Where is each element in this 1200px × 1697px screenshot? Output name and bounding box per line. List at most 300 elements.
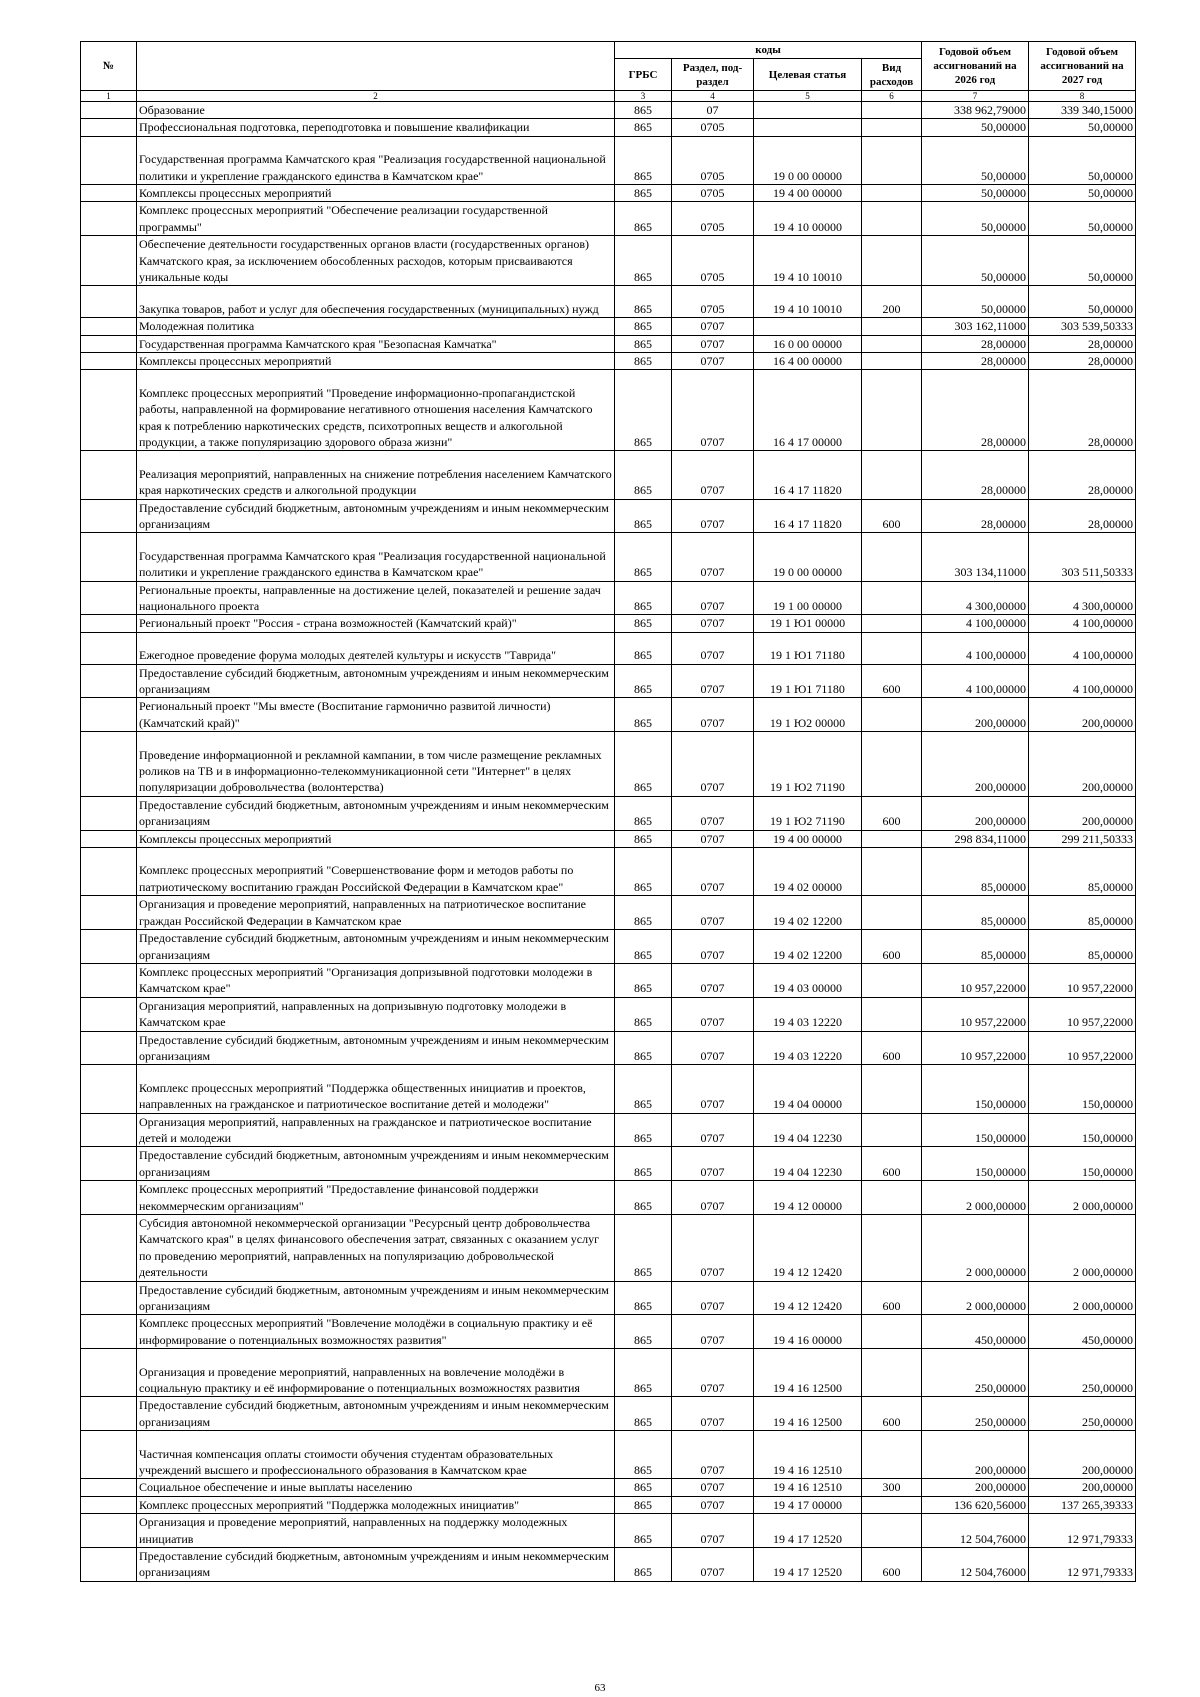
section-code: 0707 (672, 830, 754, 847)
column-index-row (81, 91, 1136, 102)
expense-kind (862, 698, 922, 732)
expense-kind (862, 896, 922, 930)
grbs-code: 865 (615, 1431, 672, 1479)
amount-2026: 2 000,00000 (922, 1214, 1029, 1281)
amount-2027: 250,00000 (1029, 1349, 1136, 1397)
section-code: 0707 (672, 615, 754, 632)
grbs-code: 865 (615, 997, 672, 1031)
column-index: 7 (922, 91, 1029, 102)
amount-2027: 137 265,39333 (1029, 1496, 1136, 1513)
section-code: 0705 (672, 185, 754, 202)
item-name: Государственная программа Камчатского края "Реализация государственной национальной политики и укрепление гражданского единства в Камчатском крае" (137, 533, 615, 581)
item-name: Предоставление субсидий бюджетным, автономным учреждениям и иным некоммерческим организациям (137, 1031, 615, 1065)
grbs-code: 865 (615, 370, 672, 451)
grbs-code: 865 (615, 1479, 672, 1496)
expense-kind (862, 353, 922, 370)
table-row (81, 615, 1136, 632)
table-header (81, 42, 1136, 102)
amount-2027: 4 100,00000 (1029, 632, 1136, 664)
item-name: Профессиональная подготовка, переподготовка и повышение квалификации (137, 119, 615, 136)
amount-2026: 150,00000 (922, 1065, 1029, 1113)
amount-2027: 200,00000 (1029, 732, 1136, 797)
grbs-code: 865 (615, 102, 672, 119)
amount-2027: 10 957,22000 (1029, 997, 1136, 1031)
row-number-cell (81, 1397, 137, 1431)
amount-2027: 28,00000 (1029, 335, 1136, 352)
expense-kind (862, 236, 922, 286)
expense-kind (862, 732, 922, 797)
table-row (81, 119, 1136, 136)
amount-2027: 28,00000 (1029, 499, 1136, 533)
table-row (81, 1181, 1136, 1215)
amount-2027: 250,00000 (1029, 1397, 1136, 1431)
target-article: 19 4 03 12220 (754, 997, 862, 1031)
table-row (81, 1214, 1136, 1281)
header-section: Раздел, под-раздел (672, 59, 754, 91)
item-name: Организация мероприятий, направленных на допризывную подготовку молодежи в Камчатском крае (137, 997, 615, 1031)
section-code: 0707 (672, 930, 754, 964)
item-name: Комплекс процессных мероприятий "Предоставление финансовой поддержки некоммерческим организациям" (137, 1181, 615, 1215)
section-code: 0707 (672, 533, 754, 581)
amount-2027: 2 000,00000 (1029, 1214, 1136, 1281)
table-row (81, 1065, 1136, 1113)
amount-2026: 28,00000 (922, 353, 1029, 370)
item-name: Частичная компенсация оплаты стоимости обучения студентам образовательных учреждений высшего и профессионального образования в Камчатском крае (137, 1431, 615, 1479)
amount-2027: 50,00000 (1029, 185, 1136, 202)
amount-2026: 200,00000 (922, 698, 1029, 732)
target-article: 19 1 Ю1 71180 (754, 664, 862, 698)
amount-2027: 303 511,50333 (1029, 533, 1136, 581)
amount-2026: 4 100,00000 (922, 615, 1029, 632)
amount-2026: 150,00000 (922, 1113, 1029, 1147)
item-name: Предоставление субсидий бюджетным, автономным учреждениям и иным некоммерческим организациям (137, 1147, 615, 1181)
section-code: 0707 (672, 632, 754, 664)
item-name: Комплексы процессных мероприятий (137, 353, 615, 370)
table-row (81, 796, 1136, 830)
table-row (81, 1514, 1136, 1548)
row-number-cell (81, 896, 137, 930)
amount-2026: 250,00000 (922, 1349, 1029, 1397)
item-name: Региональные проекты, направленные на достижение целей, показателей и решение задач национального проекта (137, 581, 615, 615)
header-2026: Годовой объем ассигнований на 2026 год (922, 42, 1029, 91)
amount-2026: 10 957,22000 (922, 997, 1029, 1031)
grbs-code: 865 (615, 632, 672, 664)
grbs-code: 865 (615, 136, 672, 184)
target-article: 19 4 04 12230 (754, 1113, 862, 1147)
section-code: 0707 (672, 335, 754, 352)
grbs-code: 865 (615, 615, 672, 632)
row-number-cell (81, 1349, 137, 1397)
table-row (81, 963, 1136, 997)
amount-2027: 28,00000 (1029, 370, 1136, 451)
amount-2026: 200,00000 (922, 1479, 1029, 1496)
column-index: 1 (81, 91, 137, 102)
section-code: 0705 (672, 286, 754, 318)
amount-2026: 50,00000 (922, 236, 1029, 286)
expense-kind (862, 370, 922, 451)
expense-kind: 600 (862, 664, 922, 698)
section-code: 0705 (672, 136, 754, 184)
item-name: Государственная программа Камчатского края "Реализация государственной национальной политики и укрепление гражданского единства в Камчатском крае" (137, 136, 615, 184)
section-code: 0707 (672, 732, 754, 797)
target-article: 19 4 16 00000 (754, 1315, 862, 1349)
grbs-code: 865 (615, 698, 672, 732)
target-article: 19 4 03 12220 (754, 1031, 862, 1065)
expense-kind: 600 (862, 796, 922, 830)
section-code: 0707 (672, 451, 754, 499)
amount-2027: 10 957,22000 (1029, 1031, 1136, 1065)
page-number: 63 (594, 1682, 606, 1694)
row-number-cell (81, 1181, 137, 1215)
row-number-cell (81, 1514, 137, 1548)
row-number-cell (81, 796, 137, 830)
expense-kind (862, 1349, 922, 1397)
column-index: 6 (862, 91, 922, 102)
table-row (81, 1496, 1136, 1513)
table-row (81, 581, 1136, 615)
amount-2027: 85,00000 (1029, 930, 1136, 964)
grbs-code: 865 (615, 930, 672, 964)
amount-2026: 200,00000 (922, 1431, 1029, 1479)
expense-kind (862, 533, 922, 581)
grbs-code: 865 (615, 451, 672, 499)
table-row (81, 202, 1136, 236)
section-code: 0707 (672, 1281, 754, 1315)
item-name: Комплекс процессных мероприятий "Обеспечение реализации государственной программы" (137, 202, 615, 236)
expense-kind (862, 848, 922, 896)
section-code: 0707 (672, 1113, 754, 1147)
grbs-code: 865 (615, 185, 672, 202)
amount-2026: 28,00000 (922, 499, 1029, 533)
row-number-cell (81, 335, 137, 352)
amount-2027: 303 539,50333 (1029, 318, 1136, 335)
item-name: Образование (137, 102, 615, 119)
row-number-cell (81, 848, 137, 896)
amount-2026: 200,00000 (922, 732, 1029, 797)
amount-2027: 28,00000 (1029, 451, 1136, 499)
row-number-cell (81, 1031, 137, 1065)
target-article: 19 4 10 10010 (754, 236, 862, 286)
target-article: 19 1 Ю1 00000 (754, 615, 862, 632)
table-row (81, 318, 1136, 335)
amount-2027: 200,00000 (1029, 1479, 1136, 1496)
item-name: Государственная программа Камчатского края "Безопасная Камчатка" (137, 335, 615, 352)
expense-kind (862, 632, 922, 664)
amount-2026: 4 100,00000 (922, 632, 1029, 664)
amount-2026: 50,00000 (922, 286, 1029, 318)
grbs-code: 865 (615, 119, 672, 136)
item-name: Предоставление субсидий бюджетным, автономным учреждениям и иным некоммерческим организациям (137, 1281, 615, 1315)
row-number-cell (81, 102, 137, 119)
section-code: 0707 (672, 896, 754, 930)
header-target: Целевая статья (754, 59, 862, 91)
grbs-code: 865 (615, 202, 672, 236)
grbs-code: 865 (615, 1349, 672, 1397)
row-number-cell (81, 1315, 137, 1349)
header-name (137, 42, 615, 91)
header-2027: Годовой объем ассигнований на 2027 год (1029, 42, 1136, 91)
expense-kind: 600 (862, 1397, 922, 1431)
target-article: 19 4 03 00000 (754, 963, 862, 997)
expense-kind (862, 318, 922, 335)
table-row (81, 1548, 1136, 1582)
target-article: 19 4 02 00000 (754, 848, 862, 896)
target-article: 19 4 02 12200 (754, 896, 862, 930)
grbs-code: 865 (615, 732, 672, 797)
amount-2026: 10 957,22000 (922, 1031, 1029, 1065)
expense-kind: 600 (862, 930, 922, 964)
section-code: 0707 (672, 1031, 754, 1065)
amount-2027: 200,00000 (1029, 796, 1136, 830)
row-number-cell (81, 930, 137, 964)
item-name: Предоставление субсидий бюджетным, автономным учреждениям и иным некоммерческим организациям (137, 664, 615, 698)
amount-2027: 339 340,15000 (1029, 102, 1136, 119)
row-number-cell (81, 451, 137, 499)
item-name: Комплексы процессных мероприятий (137, 830, 615, 847)
section-code: 0707 (672, 664, 754, 698)
item-name: Комплекс процессных мероприятий "Совершенствование форм и методов работы по патриотическому воспитанию граждан Российской Федерации в Камчатском крае" (137, 848, 615, 896)
expense-kind: 600 (862, 1031, 922, 1065)
amount-2027: 50,00000 (1029, 236, 1136, 286)
expense-kind (862, 102, 922, 119)
table-row (81, 732, 1136, 797)
table-row (81, 1147, 1136, 1181)
item-name: Закупка товаров, работ и услуг для обеспечения государственных (муниципальных) нужд (137, 286, 615, 318)
amount-2026: 303 162,11000 (922, 318, 1029, 335)
amount-2026: 28,00000 (922, 451, 1029, 499)
expense-kind (862, 615, 922, 632)
target-article: 19 4 04 12230 (754, 1147, 862, 1181)
section-code: 0707 (672, 1065, 754, 1113)
row-number-cell (81, 1214, 137, 1281)
row-number-cell (81, 370, 137, 451)
item-name: Комплекс процессных мероприятий "Поддержка общественных инициатив и проектов, направленных на гражданское и патриотическое воспитание детей и молодежи" (137, 1065, 615, 1113)
row-number-cell (81, 1281, 137, 1315)
amount-2027: 50,00000 (1029, 202, 1136, 236)
expense-kind (862, 136, 922, 184)
section-code: 0707 (672, 1548, 754, 1582)
expense-kind (862, 1181, 922, 1215)
expense-kind: 600 (862, 1548, 922, 1582)
table-row (81, 632, 1136, 664)
target-article: 19 4 16 12500 (754, 1397, 862, 1431)
amount-2027: 299 211,50333 (1029, 830, 1136, 847)
section-code: 0707 (672, 796, 754, 830)
target-article: 19 4 12 00000 (754, 1181, 862, 1215)
grbs-code: 865 (615, 533, 672, 581)
row-number-cell (81, 353, 137, 370)
table-row (81, 848, 1136, 896)
expense-kind (862, 581, 922, 615)
target-article: 16 0 00 00000 (754, 335, 862, 352)
table-row (81, 698, 1136, 732)
expense-kind: 300 (862, 1479, 922, 1496)
item-name: Региональный проект "Мы вместе (Воспитание гармонично развитой личности) (Камчатский край)" (137, 698, 615, 732)
expense-kind: 600 (862, 1281, 922, 1315)
target-article: 19 4 16 12510 (754, 1479, 862, 1496)
expense-kind (862, 830, 922, 847)
amount-2026: 250,00000 (922, 1397, 1029, 1431)
grbs-code: 865 (615, 1065, 672, 1113)
target-article: 19 1 Ю1 71180 (754, 632, 862, 664)
grbs-code: 865 (615, 1514, 672, 1548)
row-number-cell (81, 615, 137, 632)
item-name: Региональный проект "Россия - страна возможностей (Камчатский край)" (137, 615, 615, 632)
target-article: 19 4 02 12200 (754, 930, 862, 964)
amount-2027: 4 100,00000 (1029, 615, 1136, 632)
amount-2026: 85,00000 (922, 848, 1029, 896)
amount-2026: 4 300,00000 (922, 581, 1029, 615)
amount-2027: 200,00000 (1029, 1431, 1136, 1479)
row-number-cell (81, 499, 137, 533)
item-name: Комплекс процессных мероприятий "Организация допризывной подготовки молодежи в Камчатском крае" (137, 963, 615, 997)
row-number-cell (81, 830, 137, 847)
section-code: 0707 (672, 1147, 754, 1181)
amount-2027: 50,00000 (1029, 119, 1136, 136)
section-code: 0707 (672, 318, 754, 335)
amount-2026: 2 000,00000 (922, 1281, 1029, 1315)
amount-2026: 10 957,22000 (922, 963, 1029, 997)
header-codes: коды (615, 42, 922, 59)
expense-kind (862, 1065, 922, 1113)
item-name: Социальное обеспечение и иные выплаты населению (137, 1479, 615, 1496)
row-number-cell (81, 136, 137, 184)
table-row (81, 499, 1136, 533)
grbs-code: 865 (615, 848, 672, 896)
row-number-cell (81, 664, 137, 698)
section-code: 0707 (672, 698, 754, 732)
amount-2026: 50,00000 (922, 136, 1029, 184)
row-number-cell (81, 185, 137, 202)
amount-2027: 150,00000 (1029, 1147, 1136, 1181)
amount-2027: 50,00000 (1029, 286, 1136, 318)
grbs-code: 865 (615, 286, 672, 318)
target-article: 19 4 17 12520 (754, 1514, 862, 1548)
target-article: 16 4 17 11820 (754, 451, 862, 499)
section-code: 0707 (672, 997, 754, 1031)
table-row (81, 236, 1136, 286)
expense-kind (862, 1315, 922, 1349)
amount-2027: 150,00000 (1029, 1113, 1136, 1147)
row-number-cell (81, 1065, 137, 1113)
expense-kind (862, 185, 922, 202)
table-row (81, 1315, 1136, 1349)
grbs-code: 865 (615, 830, 672, 847)
table-row (81, 997, 1136, 1031)
column-index: 8 (1029, 91, 1136, 102)
target-article: 19 1 00 00000 (754, 581, 862, 615)
amount-2026: 136 620,56000 (922, 1496, 1029, 1513)
row-number-cell (81, 236, 137, 286)
target-article: 19 4 17 00000 (754, 1496, 862, 1513)
table-row (81, 1479, 1136, 1496)
row-number-cell (81, 286, 137, 318)
amount-2027: 50,00000 (1029, 136, 1136, 184)
row-number-cell (81, 632, 137, 664)
table-row (81, 370, 1136, 451)
target-article: 19 1 Ю2 71190 (754, 796, 862, 830)
amount-2027: 450,00000 (1029, 1315, 1136, 1349)
row-number-cell (81, 963, 137, 997)
section-code: 07 (672, 102, 754, 119)
grbs-code: 865 (615, 236, 672, 286)
item-name: Проведение информационной и рекламной кампании, в том числе размещение рекламных роликов на ТВ и в информационно-телекоммуникационной сети "Интернет" в целях популяризации добровольчества (волонтерства) (137, 732, 615, 797)
row-number-cell (81, 119, 137, 136)
item-name: Организация мероприятий, направленных на гражданское и патриотическое воспитание детей и молодежи (137, 1113, 615, 1147)
table-row (81, 185, 1136, 202)
item-name: Молодежная политика (137, 318, 615, 335)
expense-kind (862, 451, 922, 499)
expense-kind (862, 119, 922, 136)
grbs-code: 865 (615, 335, 672, 352)
target-article: 19 4 16 12510 (754, 1431, 862, 1479)
header-grbs: ГРБС (615, 59, 672, 91)
section-code: 0707 (672, 1315, 754, 1349)
grbs-code: 865 (615, 1214, 672, 1281)
expense-kind (862, 1214, 922, 1281)
grbs-code: 865 (615, 796, 672, 830)
amount-2026: 4 100,00000 (922, 664, 1029, 698)
table-row (81, 930, 1136, 964)
table-row (81, 1281, 1136, 1315)
item-name: Комплекс процессных мероприятий "Поддержка молодежных инициатив" (137, 1496, 615, 1513)
expense-kind (862, 1514, 922, 1548)
section-code: 0707 (672, 848, 754, 896)
target-article: 19 1 Ю2 71190 (754, 732, 862, 797)
section-code: 0707 (672, 1349, 754, 1397)
item-name: Предоставление субсидий бюджетным, автономным учреждениям и иным некоммерческим организациям (137, 930, 615, 964)
header-kind: Вид расходов (862, 59, 922, 91)
amount-2026: 200,00000 (922, 796, 1029, 830)
header-number: № (81, 42, 137, 91)
section-code: 0707 (672, 370, 754, 451)
target-article (754, 119, 862, 136)
row-number-cell (81, 732, 137, 797)
row-number-cell (81, 202, 137, 236)
target-article: 19 4 10 00000 (754, 202, 862, 236)
grbs-code: 865 (615, 1496, 672, 1513)
grbs-code: 865 (615, 896, 672, 930)
item-name: Предоставление субсидий бюджетным, автономным учреждениям и иным некоммерческим организациям (137, 796, 615, 830)
target-article: 19 0 00 00000 (754, 136, 862, 184)
section-code: 0705 (672, 119, 754, 136)
table-row (81, 1431, 1136, 1479)
section-code: 0707 (672, 1496, 754, 1513)
table-row (81, 896, 1136, 930)
item-name: Предоставление субсидий бюджетным, автономным учреждениям и иным некоммерческим организациям (137, 1397, 615, 1431)
amount-2027: 4 100,00000 (1029, 664, 1136, 698)
amount-2027: 12 971,79333 (1029, 1548, 1136, 1582)
grbs-code: 865 (615, 499, 672, 533)
table-row (81, 1397, 1136, 1431)
row-number-cell (81, 1496, 137, 1513)
section-code: 0707 (672, 499, 754, 533)
budget-table (80, 41, 1136, 1582)
row-number-cell (81, 698, 137, 732)
expense-kind (862, 202, 922, 236)
row-number-cell (81, 1113, 137, 1147)
amount-2026: 450,00000 (922, 1315, 1029, 1349)
target-article: 19 4 04 00000 (754, 1065, 862, 1113)
amount-2027: 85,00000 (1029, 848, 1136, 896)
column-index: 2 (137, 91, 615, 102)
row-number-cell (81, 997, 137, 1031)
expense-kind: 600 (862, 499, 922, 533)
section-code: 0707 (672, 1514, 754, 1548)
table-row (81, 830, 1136, 847)
item-name: Предоставление субсидий бюджетным, автономным учреждениям и иным некоммерческим организациям (137, 499, 615, 533)
amount-2027: 2 000,00000 (1029, 1181, 1136, 1215)
